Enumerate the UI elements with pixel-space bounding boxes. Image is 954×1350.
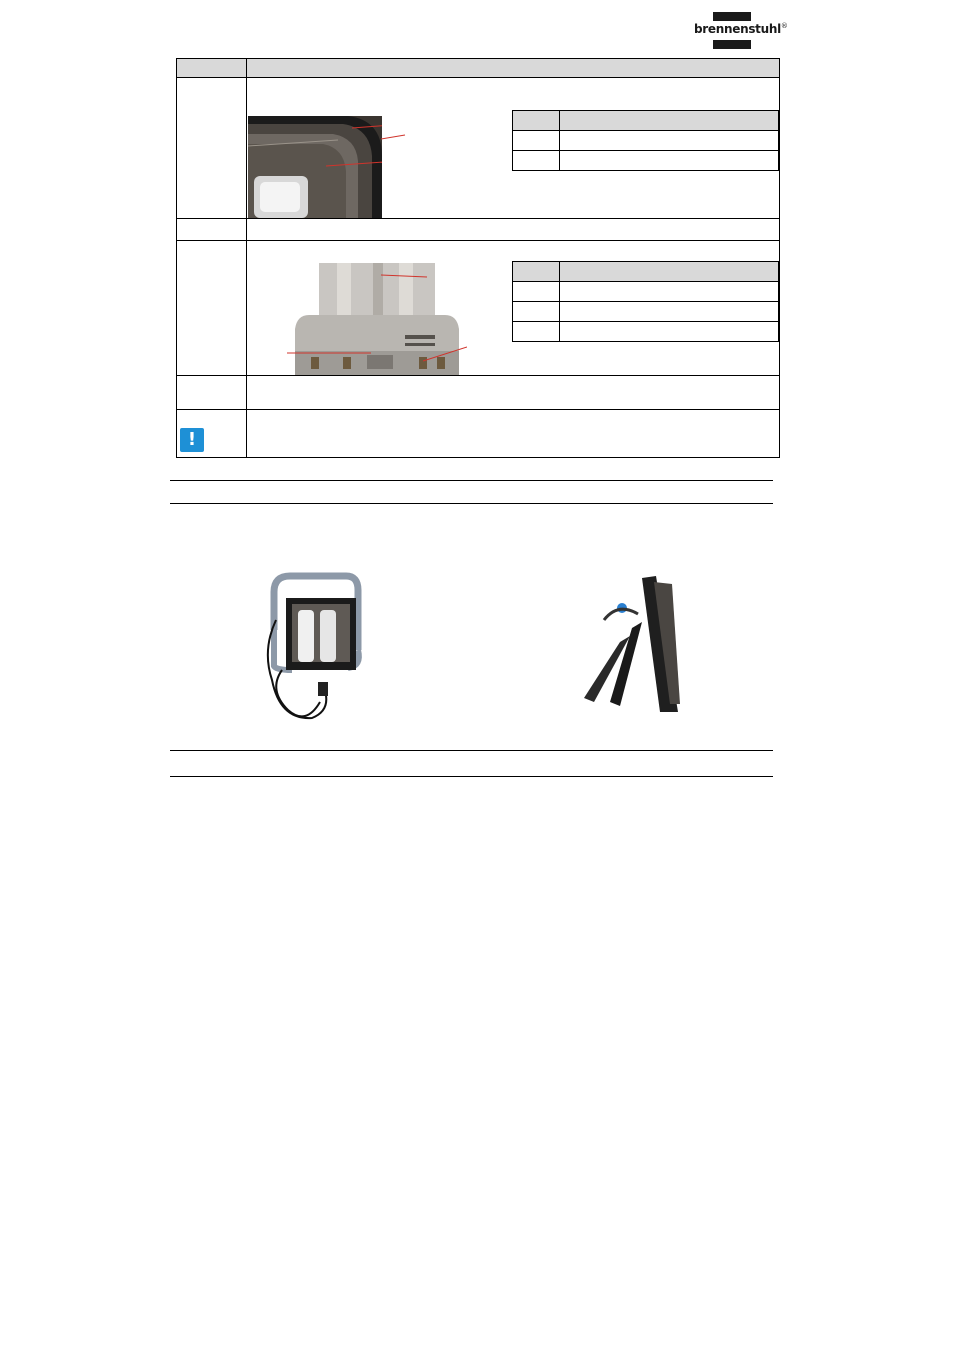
floodlight-side-photo [580, 572, 684, 714]
table-row [513, 322, 779, 342]
divider [170, 776, 773, 777]
exclamation-icon: ! [180, 428, 204, 452]
divider [170, 503, 773, 504]
table-header-row [177, 59, 780, 78]
warning-row [177, 410, 780, 458]
table-row [513, 302, 779, 322]
component-table [512, 261, 779, 342]
brand-logo [694, 12, 788, 50]
floodlight-frame-photo [262, 570, 382, 730]
spec-table [176, 58, 780, 458]
component-table [512, 110, 779, 171]
brand-name: brennenstuhl [694, 22, 781, 36]
registered-mark: ® [780, 22, 788, 30]
table-row [513, 282, 779, 302]
divider [170, 480, 773, 481]
table-row [177, 78, 780, 219]
table-row [513, 131, 779, 151]
table-row [177, 219, 780, 241]
table-row [177, 241, 780, 376]
table-row [177, 376, 780, 410]
tube-base-photo [287, 263, 467, 375]
divider [170, 750, 773, 751]
table-row [513, 151, 779, 171]
lamp-glass-photo [248, 116, 382, 218]
